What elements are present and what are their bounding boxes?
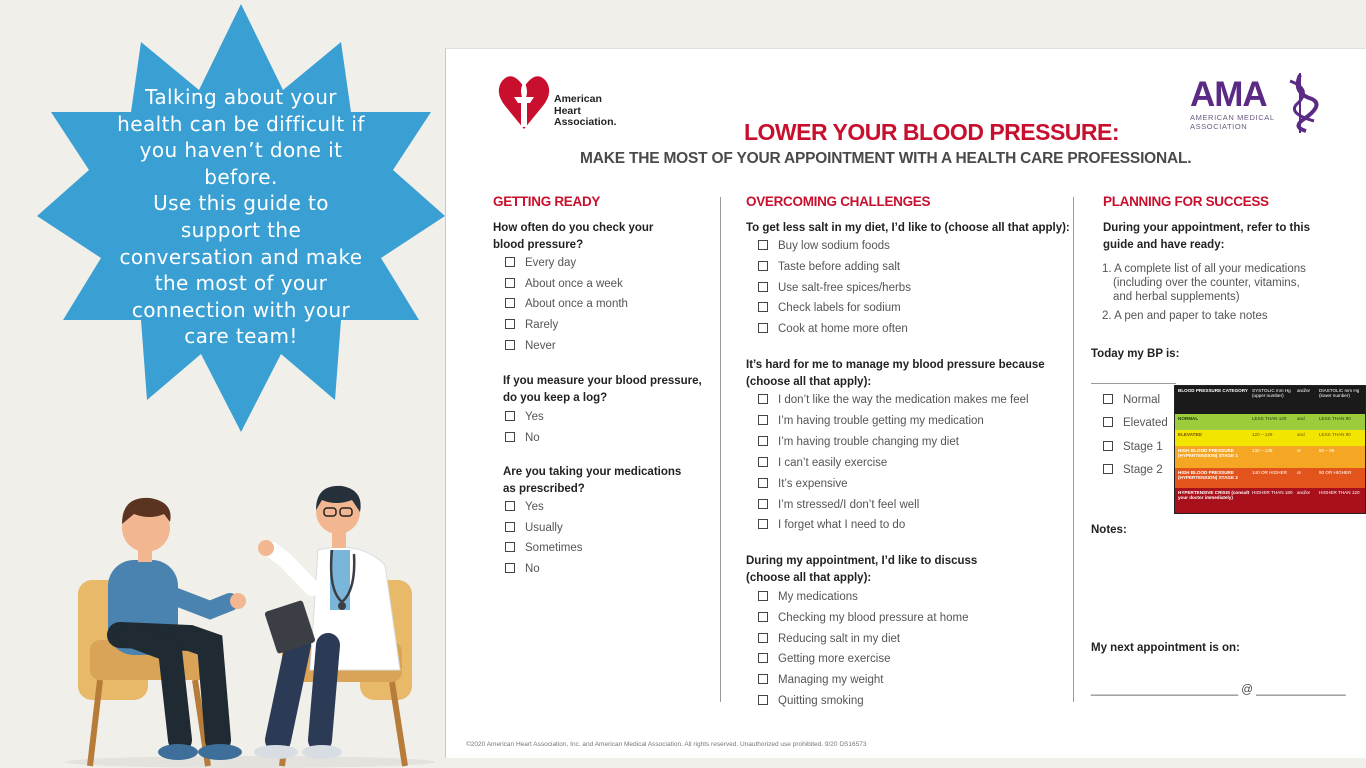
bp-table-cell: HIGH BLOOD PRESSURE (HYPERTENSION) STAGE 1 (1178, 448, 1238, 458)
checkbox[interactable] (505, 278, 515, 288)
bp-table-cell: 140 OR HIGHER (1252, 470, 1287, 475)
discuss-topics-option[interactable] (758, 695, 864, 711)
option-label: Reducing salt in my diet (778, 632, 901, 645)
ama-wordmark: AMA (1190, 75, 1267, 114)
next-appointment-label: My next appointment is on: (1091, 642, 1240, 654)
checkbox[interactable] (758, 612, 768, 622)
checkbox[interactable] (758, 282, 768, 292)
bp-table-cell: NORMAL (1178, 416, 1199, 421)
checkbox[interactable] (758, 653, 768, 663)
option-label: Yes (525, 501, 544, 513)
ama-subtitle: AMERICAN MEDICAL ASSOCIATION (1190, 113, 1275, 131)
option-label: Use salt-free spices/herbs (778, 281, 911, 294)
checkbox[interactable] (1103, 417, 1113, 427)
document-subtitle: MAKE THE MOST OF YOUR APPOINTMENT WITH A HEALTH CARE PROFESSIONAL. (580, 150, 1192, 167)
bp-table-cell: or (1297, 448, 1302, 453)
bp-table-cell: and/or (1297, 388, 1311, 393)
bp-table-row (1175, 468, 1365, 488)
checkbox[interactable] (758, 633, 768, 643)
checkbox[interactable] (505, 411, 515, 421)
hard-to-manage-option[interactable] (758, 478, 847, 494)
bp-table-cell: 90 OR HIGHER (1319, 470, 1352, 475)
option-label: I forget what I need to do (778, 519, 906, 532)
option-label: Every day (525, 257, 577, 269)
less-salt-option[interactable] (758, 282, 911, 298)
column-divider (720, 197, 721, 702)
bp-table-cell: LESS THAN 80 (1319, 416, 1351, 421)
notes-label: Notes: (1091, 524, 1127, 536)
bp-table-cell: 130 – 139 (1252, 448, 1273, 453)
bp-table-cell: ELEVATED (1178, 432, 1202, 437)
bp-table-row (1175, 446, 1365, 468)
checkbox[interactable] (758, 436, 768, 446)
less-salt-option[interactable] (758, 261, 900, 277)
option-label: About once a week (525, 277, 623, 290)
bp-category-option[interactable] (1103, 464, 1163, 480)
option-label: Buy low sodium foods (778, 240, 890, 252)
taking-medications-option[interactable] (505, 501, 544, 517)
heading-overcoming-challenges: OVERCOMING CHALLENGES (746, 194, 931, 209)
hard-to-manage-option[interactable] (758, 457, 887, 473)
option-label: I’m stressed/I don’t feel well (778, 498, 920, 511)
question-less-salt: To get less salt in my diet, I’d like to (choose all that apply): (746, 222, 1070, 234)
option-label: Check labels for sodium (778, 302, 901, 315)
taking-medications-option[interactable] (505, 563, 540, 579)
hard-to-manage-option[interactable] (758, 415, 984, 431)
planning-item-medication-list: 1. A complete list of all your medications (including over the counter, vitamins, and herbal supplements) (1102, 263, 1306, 303)
checkbox[interactable] (758, 323, 768, 333)
bp-table-row (1175, 488, 1365, 514)
less-salt-option[interactable] (758, 240, 890, 256)
discuss-topics-option[interactable] (758, 591, 858, 607)
check-frequency-option[interactable] (505, 340, 556, 356)
copyright-footer: ©2020 American Heart Association, Inc. and American Medical Association. All rights reserved. Unauthorized use prohibited. 9/20 DS16573 (466, 741, 867, 748)
option-label: Sometimes (525, 542, 583, 555)
callout-line: connection with your (131, 297, 351, 322)
option-label: No (525, 431, 540, 444)
checkbox[interactable] (758, 591, 768, 601)
option-label: I don’t like the way the medication makes me feel (778, 394, 1029, 406)
checkbox[interactable] (758, 457, 768, 467)
discuss-topics-option[interactable] (758, 653, 891, 669)
checkbox[interactable] (758, 674, 768, 684)
checkbox[interactable] (505, 257, 515, 267)
aha-wordmark-line: American (554, 93, 602, 105)
checkbox[interactable] (758, 499, 768, 509)
option-label: My medications (778, 591, 858, 603)
bp-table-cell: HYPERTENSIVE CRISIS (consult your doctor immediately) (1178, 490, 1250, 500)
checkbox[interactable] (505, 432, 515, 442)
bp-category-option[interactable] (1103, 441, 1163, 457)
bp-category-table (1174, 385, 1366, 514)
bp-table-row (1175, 430, 1365, 446)
checkbox[interactable] (1103, 441, 1113, 451)
bp-category-option[interactable] (1103, 394, 1160, 410)
checkbox[interactable] (758, 415, 768, 425)
checkbox[interactable] (758, 302, 768, 312)
aha-wordmark-line: Heart (554, 104, 581, 117)
callout-line: Talking about your (145, 85, 337, 109)
checkbox[interactable] (505, 563, 515, 573)
checkbox[interactable] (505, 298, 515, 308)
bp-table-cell: HIGHER THAN 120 (1319, 490, 1360, 495)
option-label: Usually (525, 521, 563, 534)
option-label: Getting more exercise (778, 653, 891, 666)
next-appointment-line[interactable]: _______________________ @ ______________ (1091, 684, 1346, 696)
callout-line: the most of your (154, 271, 328, 296)
doctor-patient-illustration (60, 470, 440, 768)
hard-to-manage-option[interactable] (758, 519, 905, 535)
option-label: I’m having trouble getting my medication (778, 414, 984, 427)
option-label: I can’t easily exercise (778, 456, 888, 469)
question-discuss-topics: During my appointment, I’d like to discuss (choose all that apply): (746, 555, 978, 584)
option-label: Stage 1 (1123, 440, 1163, 453)
check-frequency-option[interactable] (505, 257, 576, 273)
hard-to-manage-option[interactable] (758, 499, 919, 515)
checkbox[interactable] (758, 240, 768, 250)
bp-table-cell: HIGHER THAN 180 (1252, 490, 1293, 495)
doctor-figure (254, 486, 400, 759)
option-label: No (525, 563, 540, 576)
callout-line: Use this guide to (153, 191, 329, 216)
option-label: Quitting smoking (778, 695, 864, 707)
taking-medications-option[interactable] (505, 522, 563, 538)
bp-table-cell: DIASTOLIC mm Hg (lower number) (1319, 388, 1360, 398)
bp-table-cell: or (1297, 470, 1302, 475)
bp-table-cell: LESS THAN 80 (1319, 432, 1351, 437)
discuss-topics-option[interactable] (758, 633, 900, 649)
callout-line: you haven’t done it (139, 138, 343, 163)
option-label: About once a month (525, 298, 628, 311)
question-hard-to-manage: It’s hard for me to manage my blood pressure because (choose all that apply): (746, 359, 1045, 388)
bp-table-header (1175, 386, 1365, 414)
callout-line: care team! (184, 324, 298, 349)
option-label: Managing my weight (778, 674, 884, 687)
less-salt-option[interactable] (758, 323, 908, 339)
option-label: Cook at home more often (778, 323, 908, 336)
today-bp-label: Today my BP is: (1091, 348, 1180, 360)
less-salt-option[interactable] (758, 302, 901, 318)
planning-item-pen-paper: 2. A pen and paper to take notes (1102, 310, 1268, 322)
option-label: Taste before adding salt (778, 260, 901, 273)
aha-wordmark-line: Association. (554, 116, 617, 128)
callout-text (100, 84, 382, 350)
bp-table-cell: LESS THAN 120 (1252, 416, 1287, 421)
checkbox[interactable] (758, 394, 768, 404)
option-label: Stage 2 (1123, 463, 1163, 476)
question-taking-medications: Are you taking your medications as prescribed? (503, 466, 682, 495)
discuss-topics-option[interactable] (758, 674, 883, 690)
checkbox[interactable] (505, 340, 515, 350)
bp-appointment-guide (445, 48, 1366, 758)
question-keep-log: If you measure your blood pressure, do you keep a log? (503, 375, 702, 404)
check-frequency-option[interactable] (505, 319, 558, 335)
heading-getting-ready: GETTING READY (493, 194, 601, 209)
option-label: It’s expensive (778, 477, 848, 490)
check-frequency-option[interactable] (505, 278, 623, 294)
column-divider (1073, 197, 1074, 702)
checkbox[interactable] (505, 501, 515, 511)
planning-intro: During your appointment, refer to this guide and have ready: (1103, 222, 1311, 251)
option-label: I’m having trouble changing my diet (778, 435, 959, 448)
bp-table-cell: and/or (1297, 490, 1311, 495)
bp-table-cell: HIGH BLOOD PRESSURE (HYPERTENSION) STAGE 2 (1178, 470, 1238, 480)
taking-medications-option[interactable] (505, 542, 583, 558)
bp-table-cell: BLOOD PRESSURE CATEGORY (1178, 388, 1248, 393)
option-label: Normal (1123, 394, 1161, 406)
bp-table-cell: SYSTOLIC mm Hg (upper number) (1252, 388, 1291, 398)
bp-entry-line (1091, 383, 1176, 384)
checkbox[interactable] (758, 519, 768, 529)
keep-log-option[interactable] (505, 411, 544, 427)
option-label: Checking my blood pressure at home (778, 611, 969, 624)
document-title: LOWER YOUR BLOOD PRESSURE: (743, 119, 1120, 145)
patient-figure (108, 498, 246, 760)
keep-log-option[interactable] (505, 432, 540, 448)
heading-planning-for-success: PLANNING FOR SUCCESS (1103, 194, 1269, 209)
check-frequency-option[interactable] (505, 298, 628, 314)
checkbox[interactable] (758, 695, 768, 705)
option-label: Elevated (1123, 417, 1168, 430)
question-check-frequency: How often do you check your blood pressure? (493, 222, 654, 251)
bp-table-cell: and (1297, 416, 1305, 421)
checkbox[interactable] (758, 261, 768, 271)
bp-table-row (1175, 414, 1365, 430)
option-label: Never (525, 339, 556, 352)
option-label: Rarely (525, 319, 559, 332)
checkbox[interactable] (758, 478, 768, 488)
callout-line: health can be difficult if (117, 111, 365, 136)
checkbox[interactable] (505, 542, 515, 552)
bp-table-cell: and (1297, 432, 1305, 437)
bp-table-cell: 120 – 129 (1252, 432, 1273, 437)
callout-line: conversation and make (119, 244, 363, 269)
discuss-topics-option[interactable] (758, 612, 969, 628)
callout-line: support the (180, 217, 302, 242)
checkbox[interactable] (505, 319, 515, 329)
bp-category-option[interactable] (1103, 417, 1168, 433)
checkbox[interactable] (505, 522, 515, 532)
bp-table-cell: 80 – 89 (1319, 448, 1335, 453)
callout-line: before. (204, 164, 278, 189)
hard-to-manage-option[interactable] (758, 436, 959, 452)
hard-to-manage-option[interactable] (758, 394, 1029, 410)
checkbox[interactable] (1103, 464, 1113, 474)
option-label: Yes (525, 411, 544, 423)
checkbox[interactable] (1103, 394, 1113, 404)
